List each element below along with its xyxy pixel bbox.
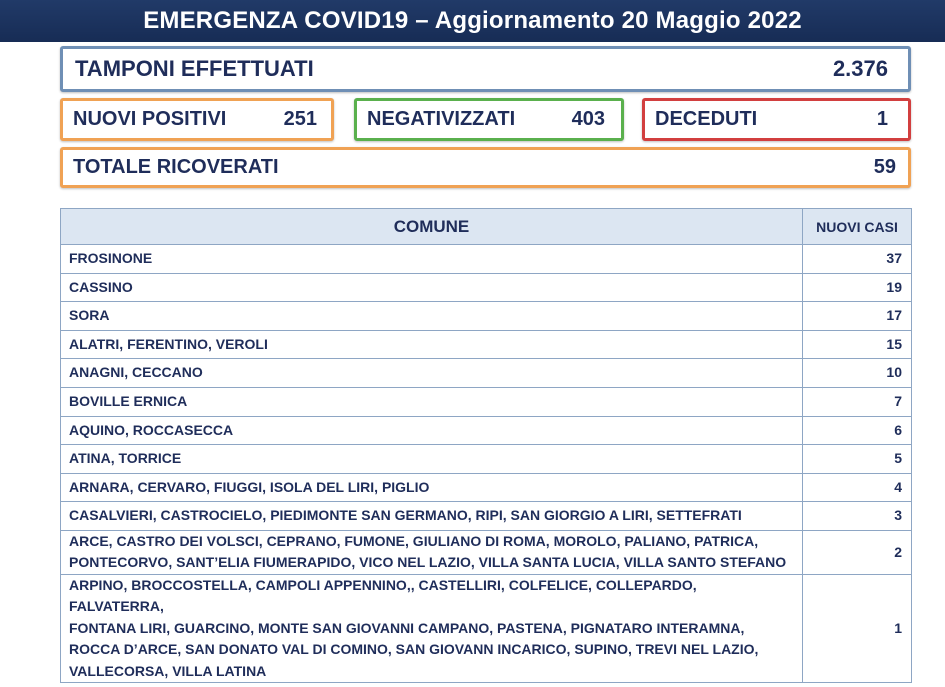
comune-cell: [61, 445, 803, 474]
table-row: [61, 530, 912, 574]
nuovi-casi-cell: 17: [803, 302, 912, 331]
comune-cell: [61, 530, 803, 574]
nuovi-casi-cell: 10: [803, 359, 912, 388]
comune-line: VALLECORSA, VILLA LATINA: [69, 662, 267, 679]
comuni-table: [60, 208, 912, 683]
comune-cell: [61, 273, 803, 302]
table-row: [61, 473, 912, 502]
nuovi-casi-cell: 5: [803, 445, 912, 474]
table-row: [61, 245, 912, 274]
nuovi-positivi-value: 251: [283, 108, 317, 130]
nuovi-casi-cell: 3: [803, 502, 912, 531]
comune-cell: [61, 387, 803, 416]
table-row: [61, 416, 912, 445]
ricoverati-box: [60, 147, 911, 188]
page-title: EMERGENZA COVID19 – Aggiornamento 20 Maggio 2022: [0, 0, 945, 42]
comune-line: ARPINO, BROCCOSTELLA, CAMPOLI APPENNINO,, CASTELLIRI, COLFELICE, COLLEPARDO, FALVATERRA,: [69, 576, 697, 615]
nuovi-positivi-box: [60, 98, 334, 141]
comune-line: FROSINONE: [69, 250, 153, 267]
table-row: [61, 330, 912, 359]
table-row: [61, 574, 912, 683]
deceduti-label: DECEDUTI: [655, 108, 758, 130]
table-row: [61, 273, 912, 302]
comune-cell: [61, 574, 803, 683]
comune-line: CASALVIERI, CASTROCIELO, PIEDIMONTE SAN GERMANO, RIPI, SAN GIORGIO A LIRI, SETTEFRATI: [69, 507, 742, 524]
comune-cell: [61, 502, 803, 531]
comune-line: BOVILLE ERNICA: [69, 393, 188, 410]
comune-line: ATINA, TORRICE: [69, 450, 182, 467]
table-row: [61, 302, 912, 331]
nuovi-casi-cell: 7: [803, 387, 912, 416]
deceduti-value: 1: [876, 108, 888, 130]
table-row: [61, 445, 912, 474]
nuovi-casi-cell: 6: [803, 416, 912, 445]
table-row: [61, 502, 912, 531]
negativizzati-label: NEGATIVIZZATI: [367, 108, 516, 130]
negativizzati-box: [354, 98, 624, 141]
comune-line: ARNARA, CERVARO, FIUGGI, ISOLA DEL LIRI, PIGLIO: [69, 478, 430, 495]
column-header-nuovi-casi: NUOVI CASI: [803, 209, 912, 245]
comune-line: CASSINO: [69, 278, 133, 295]
table-row: [61, 359, 912, 388]
nuovi-casi-cell: 2: [803, 530, 912, 574]
comune-line: ALATRI, FERENTINO, VEROLI: [69, 335, 268, 352]
comune-line: ARCE, CASTRO DEI VOLSCI, CEPRANO, FUMONE, GIULIANO DI ROMA, MOROLO, PALIANO, PATRICA,: [69, 532, 759, 549]
ricoverati-value: 59: [873, 156, 896, 178]
comune-cell: [61, 302, 803, 331]
nuovi-casi-cell: 4: [803, 473, 912, 502]
comune-line: ROCCA D’ARCE, SAN DONATO VAL DI COMINO, SAN GIOVANN INCARICO, SUPINO, TREVI NEL LAZIO,: [69, 641, 759, 658]
ricoverati-label: TOTALE RICOVERATI: [73, 156, 279, 178]
comune-cell: [61, 245, 803, 274]
comune-cell: [61, 473, 803, 502]
column-header-comune: COMUNE: [61, 209, 803, 245]
comune-cell: [61, 416, 803, 445]
deceduti-box: [642, 98, 911, 141]
comune-cell: [61, 359, 803, 388]
comune-cell: [61, 330, 803, 359]
tamponi-label: TAMPONI EFFETTUATI: [75, 56, 314, 81]
comune-line: AQUINO, ROCCASECCA: [69, 421, 234, 438]
comune-line: PONTECORVO, SANT’ELIA FIUMERAPIDO, VICO NEL LAZIO, VILLA SANTA LUCIA, VILLA SANTO STEFANO: [69, 554, 787, 571]
nuovi-casi-cell: 1: [803, 574, 912, 683]
comune-line: FONTANA LIRI, GUARCINO, MONTE SAN GIOVANNI CAMPANO, PASTENA, PIGNATARO INTERAMNA,: [69, 619, 745, 636]
tamponi-value: 2.376: [832, 56, 888, 81]
table-header-row: [61, 209, 912, 245]
negativizzati-value: 403: [571, 108, 605, 130]
comune-line: SORA: [69, 307, 110, 324]
nuovi-casi-cell: 37: [803, 245, 912, 274]
comune-line: ANAGNI, CECCANO: [69, 364, 203, 381]
table-row: [61, 387, 912, 416]
nuovi-positivi-label: NUOVI POSITIVI: [73, 108, 227, 130]
nuovi-casi-cell: 19: [803, 273, 912, 302]
tamponi-box: [60, 46, 911, 92]
nuovi-casi-cell: 15: [803, 330, 912, 359]
